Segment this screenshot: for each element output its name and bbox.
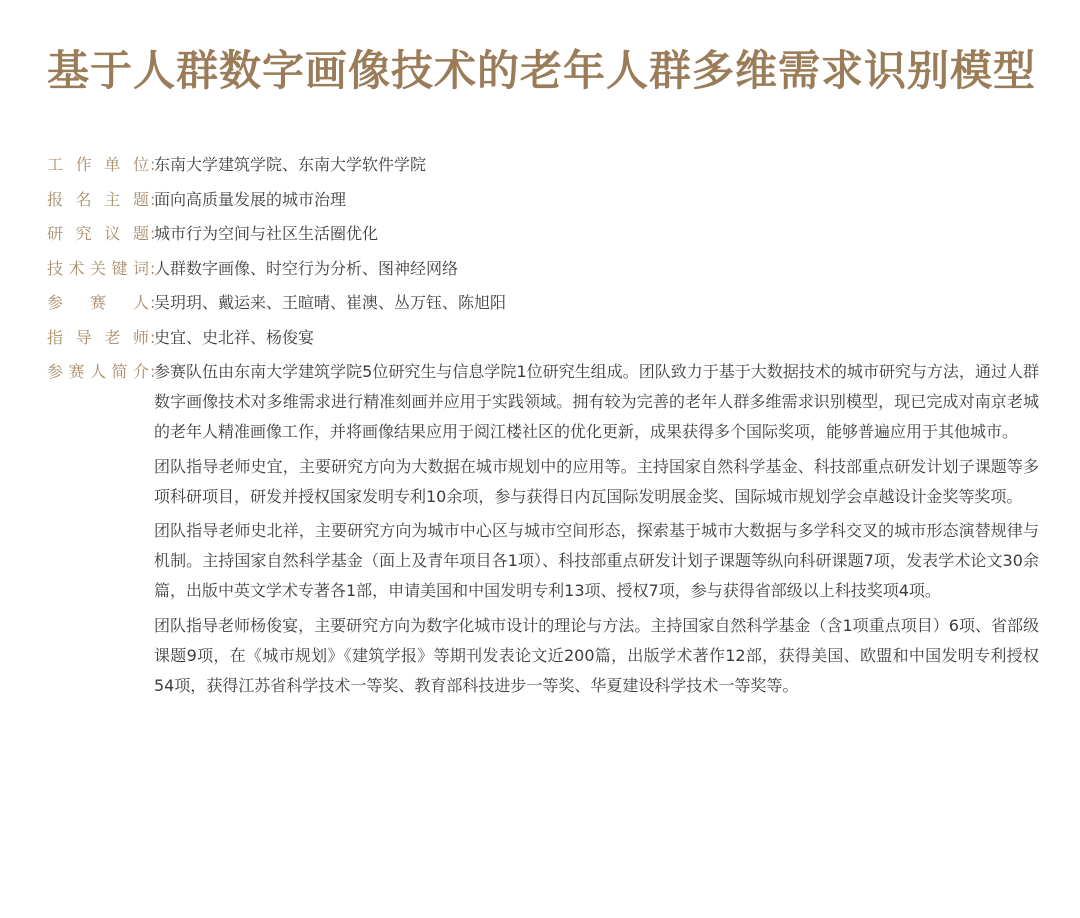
info-row-theme: [47, 185, 1047, 220]
bio-paragraph-advisor-shibeixiang: 团队指导老师史北祥，主要研究方向为城市中心区与城市空间形态，探索基于城市大数据与多学科交叉的城市形态演替规律与机制。主持国家自然科学基金（面上及青年项目各1项）、科技部重点研发计划子课题等纵向科研课题7项，发表学术论文30余篇，出版中英文学术专著各1部，申请美国和中国发明专利13项、授权7项，参与获得省部级以上科技奖项4项。: [154, 521, 1039, 600]
bio-text: [154, 357, 1039, 705]
colon: :: [150, 155, 156, 174]
colon: :: [150, 362, 156, 381]
info-row-bio: [47, 357, 1047, 705]
info-row-topic: [47, 219, 1047, 254]
unit-value: 东南大学建筑学院、东南大学软件学院: [154, 155, 427, 174]
advisors-label: 指导老师: [47, 327, 149, 347]
bio-paragraph-advisor-yangjunyan: 团队指导老师杨俊宴，主要研究方向为数字化城市设计的理论与方法。主持国家自然科学基金（含1项重点项目）6项、省部级课题9项，在《城市规划》《建筑学报》等期刊发表论文近200篇，出版学术著作12部，获得美国、欧盟和中国发明专利授权54项，获得江苏省科学技术一等奖、教育部科技进步一等奖、华夏建设科学技术一等奖等。: [154, 615, 1039, 695]
participants-label: 参赛人: [47, 293, 149, 312]
keywords-label: 技术关键词: [47, 258, 149, 278]
info-row-unit: [47, 150, 1047, 185]
unit-label: 工作单位: [47, 155, 149, 174]
bio-paragraph-team: 参赛队伍由东南大学建筑学院5位研究生与信息学院1位研究生组成。团队致力于基于大数据技术的城市研究与方法，通过人群数字画像技术对多维需求进行精准刻画并应用于实践领域。拥有较为完善的老年人群多维需求识别模型，现已完成对南京老城的老年人精准画像工作，并将画像结果应用于阅江楼社区的优化更新，成果获得多个国际奖项，能够普遍应用于其他城市。: [154, 362, 1039, 441]
topic-value: 城市行为空间与社区生活圈优化: [154, 224, 379, 243]
keywords-value: 人群数字画像、时空行为分析、图神经网络: [154, 258, 459, 278]
theme-label: 报名主题: [47, 189, 149, 209]
info-row-keywords: [47, 254, 1047, 289]
bio-label: 参赛人简介: [47, 362, 149, 381]
info-row-advisors: [47, 323, 1047, 358]
advisors-value: 史宜、史北祥、杨俊宴: [154, 327, 315, 347]
participants-value: 吴玥玥、戴运来、王暄晴、崔澳、丛万钰、陈旭阳: [154, 293, 507, 312]
topic-label: 研究议题: [47, 224, 149, 243]
colon: :: [150, 293, 156, 312]
info-row-participants: [47, 288, 1047, 323]
colon: :: [150, 189, 156, 209]
page-title: 基于人群数字画像技术的老年人群多维需求识别模型: [47, 46, 1037, 95]
colon: :: [150, 224, 156, 243]
theme-value: 面向高质量发展的城市治理: [154, 189, 347, 209]
bio-paragraph-advisor-shiyi: 团队指导老师史宜，主要研究方向为大数据在城市规划中的应用等。主持国家自然科学基金、科技部重点研发计划子课题等多项科研项目，研发并授权国家发明专利10余项，参与获得日内瓦国际发明展金奖、国际城市规划学会卓越设计金奖等奖项。: [154, 456, 1039, 506]
info-section: [47, 150, 1047, 705]
colon: :: [150, 258, 156, 278]
colon: :: [150, 327, 156, 347]
